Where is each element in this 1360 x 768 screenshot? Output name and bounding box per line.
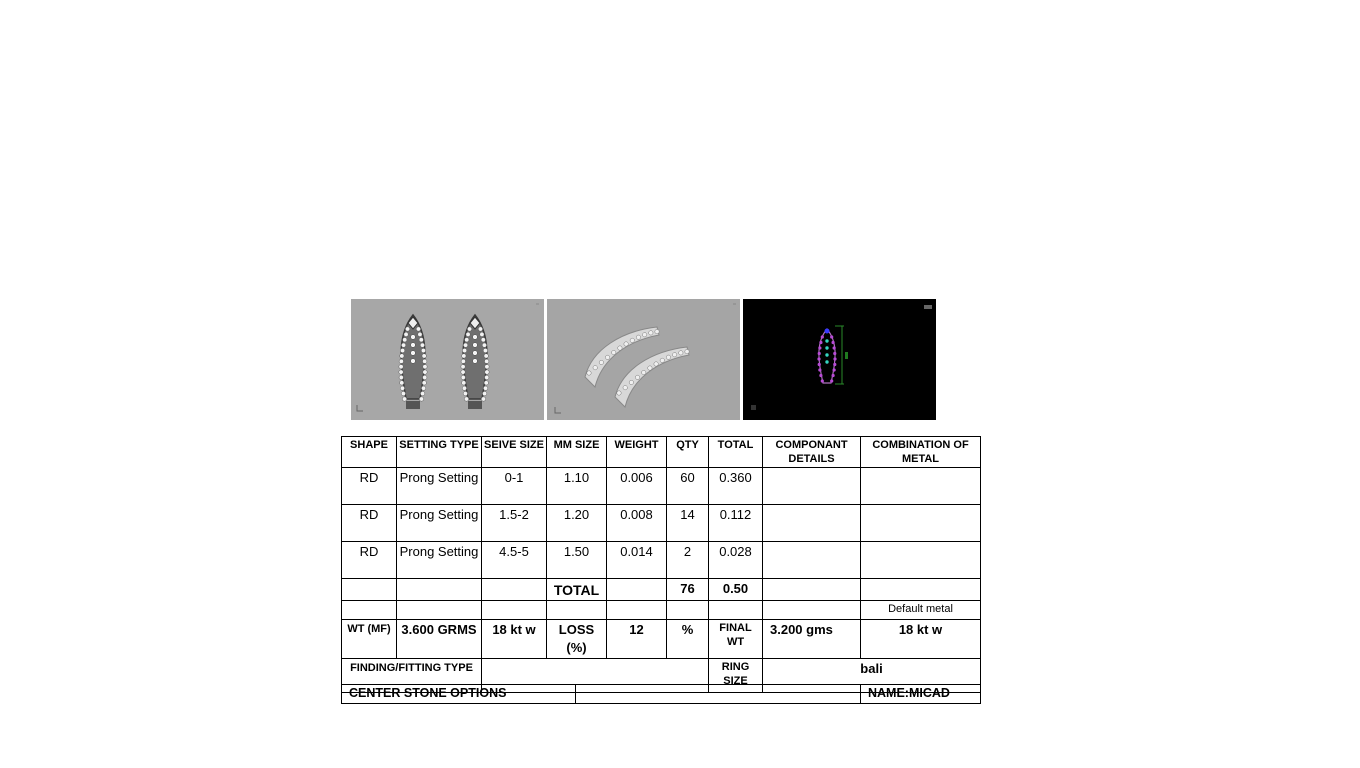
empty-cell <box>709 601 763 620</box>
cell-total: 0.360 <box>709 468 763 505</box>
total-qty: 76 <box>667 579 709 601</box>
cell-mm: 1.10 <box>547 468 607 505</box>
header-setting-type: SETTING TYPE <box>397 437 482 468</box>
header-total: TOTAL <box>709 437 763 468</box>
empty-cell <box>342 579 397 601</box>
header-seive-size: SEIVE SIZE <box>482 437 547 468</box>
cell-weight: 0.008 <box>607 505 667 542</box>
cell-seive: 1.5-2 <box>482 505 547 542</box>
percent-sign: % <box>667 620 709 659</box>
cell-seive: 4.5-5 <box>482 542 547 579</box>
finding-fitting-label: FINDING/FITTING TYPE <box>342 659 482 693</box>
empty-cell <box>763 601 861 620</box>
default-metal-row <box>342 601 981 620</box>
perspective-view-image <box>547 299 740 420</box>
cell-qty: 14 <box>667 505 709 542</box>
empty-cell <box>667 601 709 620</box>
cell-combination <box>861 542 981 579</box>
cell-combination <box>861 468 981 505</box>
wireframe-view-image <box>743 299 936 420</box>
total-weight: 0.50 <box>709 579 763 601</box>
empty-cell <box>342 601 397 620</box>
cell-weight: 0.006 <box>607 468 667 505</box>
cell-setting: Prong Setting <box>397 505 482 542</box>
empty-cell <box>607 601 667 620</box>
cell-setting: Prong Setting <box>397 542 482 579</box>
cell-combination <box>861 505 981 542</box>
empty-cell <box>763 579 861 601</box>
loss-label: LOSS(%) <box>547 620 607 659</box>
cell-componant <box>763 468 861 505</box>
cell-total: 0.028 <box>709 542 763 579</box>
empty-cell <box>397 579 482 601</box>
final-wt-value: 3.200 gms <box>763 620 861 659</box>
cell-setting: Prong Setting <box>397 468 482 505</box>
header-combination-of-metal: COMBINATION OF METAL <box>861 437 981 468</box>
center-stone-label: CENTER STONE OPTIONS <box>342 685 576 704</box>
header-componant-details: COMPONANT DETAILS <box>763 437 861 468</box>
cell-shape: RD <box>342 542 397 579</box>
cell-mm: 1.50 <box>547 542 607 579</box>
ring-size-value: bali <box>763 659 981 693</box>
empty-cell <box>547 601 607 620</box>
center-stone-table <box>341 684 981 704</box>
name-label: NAME:MICAD <box>861 685 981 704</box>
empty-cell <box>397 601 482 620</box>
specification-table <box>341 436 981 693</box>
cell-shape: RD <box>342 505 397 542</box>
table-header-row <box>342 437 981 468</box>
cell-total: 0.112 <box>709 505 763 542</box>
cell-mm: 1.20 <box>547 505 607 542</box>
front-view-image <box>351 299 544 420</box>
cell-componant <box>763 542 861 579</box>
default-metal-label: Default metal <box>861 601 981 620</box>
cell-qty: 60 <box>667 468 709 505</box>
table-row <box>342 505 981 542</box>
cell-qty: 2 <box>667 542 709 579</box>
loss-value: 12 <box>607 620 667 659</box>
header-shape: SHAPE <box>342 437 397 468</box>
empty-cell <box>482 601 547 620</box>
center-stone-row <box>342 685 981 704</box>
header-mm-size: MM SIZE <box>547 437 607 468</box>
ring-size-label: RING SIZE <box>709 659 763 693</box>
total-label: TOTAL <box>547 579 607 601</box>
totals-row <box>342 579 981 601</box>
header-qty: QTY <box>667 437 709 468</box>
cell-shape: RD <box>342 468 397 505</box>
empty-cell <box>482 579 547 601</box>
wt-mf-value: 3.600 GRMS <box>397 620 482 659</box>
metal-value: 18 kt w <box>482 620 547 659</box>
final-wt-label: FINAL WT <box>709 620 763 659</box>
cell-componant <box>763 505 861 542</box>
table-row <box>342 468 981 505</box>
header-weight: WEIGHT <box>607 437 667 468</box>
empty-cell <box>607 579 667 601</box>
cell-seive: 0-1 <box>482 468 547 505</box>
empty-cell <box>861 579 981 601</box>
weight-row <box>342 620 981 659</box>
final-metal-value: 18 kt w <box>861 620 981 659</box>
wt-mf-label: WT (MF) <box>342 620 397 659</box>
table-row <box>342 542 981 579</box>
center-stone-value <box>576 685 861 704</box>
cell-weight: 0.014 <box>607 542 667 579</box>
